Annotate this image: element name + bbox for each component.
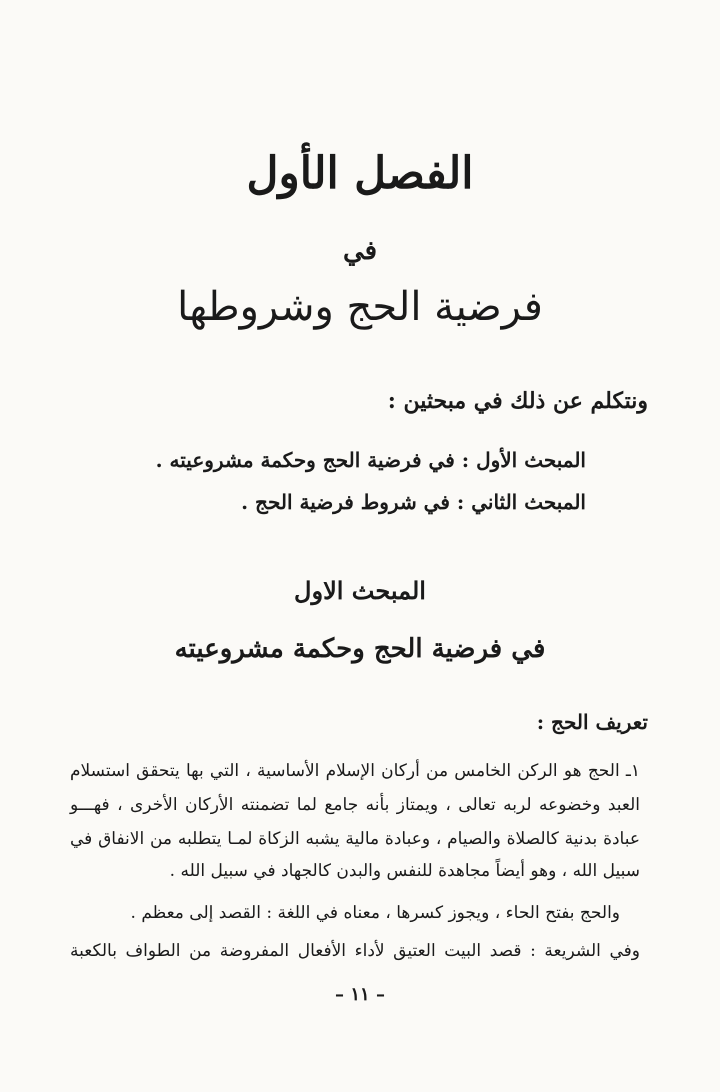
body-line: سبيل الله ، وهو أيضاً مجاهدة للنفس والبدن كالجهاد في سبيل الله . <box>169 861 640 881</box>
section-subtitle: في فرضية الحج وحكمة مشروعيته <box>174 634 546 664</box>
intro-text: ونتكلم عن ذلك في مبحثين : <box>387 388 648 414</box>
chapter-subtitle: فرضية الحج وشروطها <box>177 284 543 330</box>
body-line: وفي الشريعة : قصد البيت العتيق لأداء الأفعال المفروضة من الطواف بالكعبة <box>70 941 640 961</box>
body-line: عبادة بدنية كالصلاة والصيام ، وعبادة مالية يشبه الزكاة لمـا يتطلبه من الانفاق في <box>70 829 640 849</box>
page-number: – ١١ – <box>335 984 385 1005</box>
topic-line: المبحث الثاني : في شروط فرضية الحج . <box>241 490 586 514</box>
chapter-in-word: في <box>342 236 378 266</box>
body-line: ١ـ الحج هو الركن الخامس من أركان الإسلام الأساسية ، التي بها يتحقق استسلام <box>70 761 640 781</box>
topic-line: المبحث الأول : في فرضية الحج وحكمة مشروعيته . <box>155 448 586 472</box>
section-title: المبحث الاول <box>294 576 426 605</box>
definition-heading: تعريف الحج : <box>536 710 648 734</box>
chapter-title: الفصل الأول <box>246 148 474 199</box>
body-line: والحج بفتح الحاء ، ويجوز كسرها ، معناه في اللغة : القصد إلى معظم . <box>130 903 620 923</box>
body-line: العبد وخضوعه لربه تعالى ، ويمتاز بأنه جامع لما تضمنته الأركان الأخرى ، فهـــو <box>70 795 640 815</box>
